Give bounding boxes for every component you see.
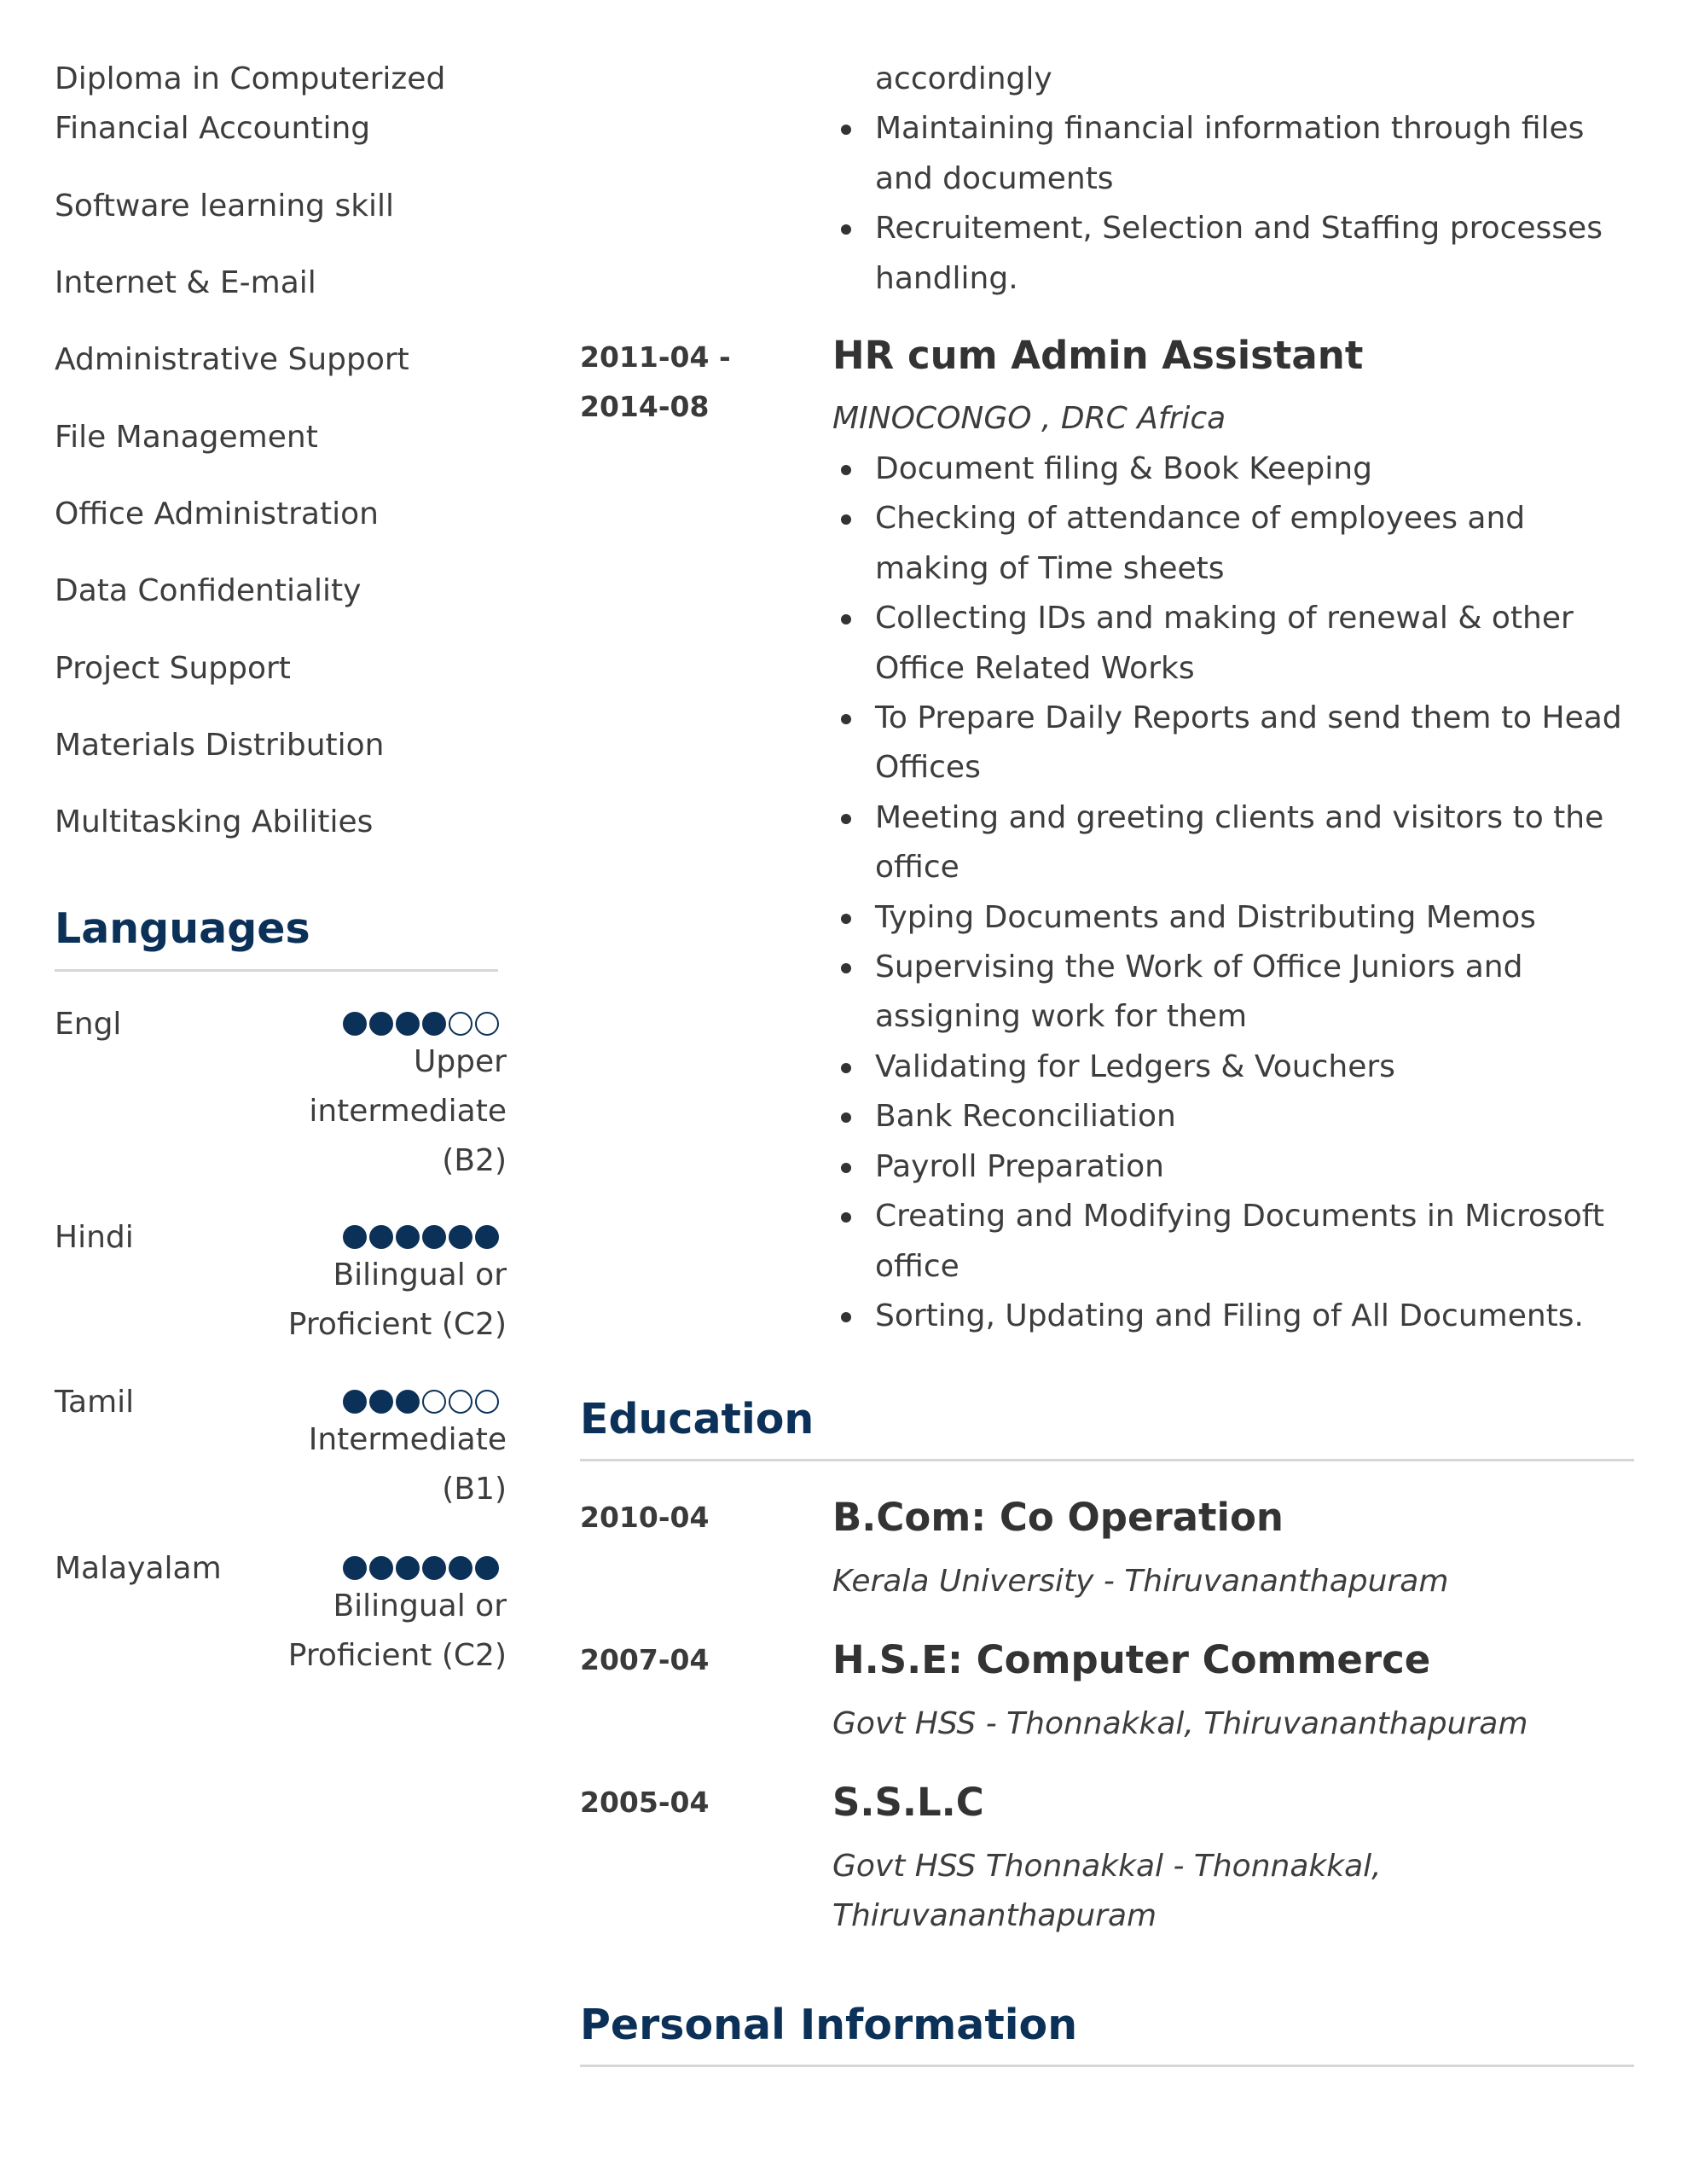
bullet-text: Payroll Preparation <box>875 1148 1164 1184</box>
job-title: HR cum Admin Assistant <box>832 333 1364 378</box>
bullet-item <box>832 494 1634 594</box>
skill-item: Software learning skill <box>55 189 395 224</box>
job-bullets <box>832 444 1634 1341</box>
bullet-item <box>832 943 1634 1043</box>
bullet-item <box>832 1043 1634 1092</box>
bullet-text: and documents <box>875 160 1114 196</box>
language-level <box>251 1037 507 1186</box>
bullet-text: Maintaining financial information through files <box>875 111 1585 147</box>
education-school-line: Thiruvananthapuram <box>832 1898 1157 1933</box>
language-rating <box>343 1225 499 1249</box>
rating-dot-filled <box>369 1556 393 1580</box>
rating-dot-filled <box>369 1225 393 1249</box>
education-date: 2005-04 <box>580 1786 710 1819</box>
bullet-text: Document filing & Book Keeping <box>875 451 1372 486</box>
language-rating <box>343 1556 499 1580</box>
education-degree: H.S.E: Computer Commerce <box>832 1637 1431 1682</box>
rating-dot-filled <box>422 1225 446 1249</box>
rating-dot-filled <box>343 1012 367 1036</box>
bullet-text: office <box>875 1248 959 1284</box>
skill-item: Multitasking Abilities <box>55 804 374 839</box>
bullet-text: office <box>875 850 959 886</box>
language-level <box>251 1251 507 1350</box>
bullet-text: Validating for Ledgers & Vouchers <box>875 1048 1395 1084</box>
language-entry <box>55 1000 507 1188</box>
job-date <box>580 333 731 432</box>
bullet-item <box>832 204 1634 304</box>
rating-dot-filled <box>422 1556 446 1580</box>
bullet-text: Office Related Works <box>875 650 1195 686</box>
bullet-item <box>832 1092 1634 1141</box>
education-heading: Education <box>580 1395 815 1443</box>
bullet-item <box>832 893 1634 943</box>
language-rating <box>343 1390 499 1414</box>
rating-dot-filled <box>396 1012 420 1036</box>
rating-dot-filled <box>343 1390 367 1414</box>
language-name: Hindi <box>55 1220 134 1255</box>
language-name: Malayalam <box>55 1551 222 1586</box>
personal-info-divider <box>580 2065 1634 2067</box>
bullet-text: handling. <box>875 260 1018 296</box>
language-entry <box>55 1544 507 1681</box>
language-level-line: Proficient (C2) <box>287 1307 507 1342</box>
skill-item: File Management <box>55 420 318 455</box>
education-date: 2007-04 <box>580 1643 710 1676</box>
skill-item: Financial Accounting <box>55 111 371 146</box>
rating-dot-filled <box>369 1390 393 1414</box>
rating-dot-empty <box>422 1390 446 1414</box>
rating-dot-filled <box>369 1012 393 1036</box>
bullet-text: Supervising the Work of Office Juniors and <box>875 950 1523 985</box>
skill-item: Office Administration <box>55 497 379 531</box>
language-level-line: Proficient (C2) <box>287 1638 507 1673</box>
education-date: 2010-04 <box>580 1501 710 1534</box>
rating-dot-filled <box>422 1012 446 1036</box>
education-school-line: Govt HSS Thonnakkal - Thonnakkal, <box>832 1849 1382 1884</box>
language-level-line: (B1) <box>442 1472 507 1507</box>
bullet-item <box>832 1292 1634 1341</box>
language-name: Engl <box>55 1007 122 1042</box>
rating-dot-filled <box>396 1225 420 1249</box>
rating-dot-empty <box>449 1012 472 1036</box>
bullet-continuation: accordingly <box>875 61 1052 96</box>
education-school: Govt HSS - Thonnakkal, Thiruvananthapuram <box>832 1706 1528 1741</box>
rating-dot-filled <box>396 1556 420 1580</box>
bullet-text: Recruitement, Selection and Staffing processes <box>875 211 1603 247</box>
rating-dot-filled <box>475 1225 499 1249</box>
rating-dot-filled <box>343 1225 367 1249</box>
skill-item: Data Confidentiality <box>55 573 362 608</box>
language-level-line: (B2) <box>442 1143 507 1178</box>
skill-item: Diploma in Computerized <box>55 61 446 96</box>
bullet-item <box>832 694 1634 793</box>
previous-job-bullets <box>832 55 1634 304</box>
language-level-line: Bilingual or <box>333 1258 507 1292</box>
job-date-start: 2011-04 - <box>580 340 731 374</box>
education-degree: B.Com: Co Operation <box>832 1495 1284 1540</box>
language-rating <box>343 1012 499 1036</box>
skill-item: Internet & E-mail <box>55 265 316 300</box>
language-name: Tamil <box>55 1385 135 1420</box>
bullet-text: Typing Documents and Distributing Memos <box>875 899 1536 935</box>
bullet-text: Offices <box>875 750 981 786</box>
bullet-item <box>832 594 1634 694</box>
education-school: Kerala University - Thiruvananthapuram <box>832 1564 1449 1599</box>
skill-item: Materials Distribution <box>55 728 385 763</box>
bullet-item <box>832 793 1634 893</box>
job-date-end: 2014-08 <box>580 390 710 423</box>
rating-dot-empty <box>475 1012 499 1036</box>
rating-dot-empty <box>475 1390 499 1414</box>
skill-item: Administrative Support <box>55 342 409 377</box>
language-level-line: Upper <box>413 1044 507 1079</box>
bullet-text: To Prepare Daily Reports and send them to Head <box>875 700 1622 736</box>
bullet-item <box>832 104 1634 204</box>
education-degree: S.S.L.C <box>832 1780 984 1825</box>
language-level <box>251 1415 507 1514</box>
rating-dot-filled <box>475 1556 499 1580</box>
bullet-text: Collecting IDs and making of renewal & other <box>875 601 1574 636</box>
language-level-line: Intermediate <box>308 1422 507 1457</box>
bullet-text: making of Time sheets <box>875 550 1225 586</box>
languages-divider <box>55 969 498 972</box>
language-level-line: Bilingual or <box>333 1589 507 1623</box>
bullet-item <box>832 1142 1634 1192</box>
bullet-text: Sorting, Updating and Filing of All Documents. <box>875 1298 1584 1333</box>
personal-info-heading: Personal Information <box>580 2001 1078 2049</box>
bullet-text: Meeting and greeting clients and visitors to the <box>875 799 1604 835</box>
rating-dot-filled <box>449 1556 472 1580</box>
rating-dot-empty <box>449 1390 472 1414</box>
rating-dot-filled <box>449 1225 472 1249</box>
language-level <box>251 1582 507 1681</box>
languages-heading: Languages <box>55 904 310 953</box>
rating-dot-filled <box>343 1556 367 1580</box>
bullet-item <box>832 444 1634 494</box>
language-entry <box>55 1378 507 1514</box>
education-divider <box>580 1459 1634 1461</box>
language-level-line: intermediate <box>309 1094 507 1129</box>
bullet-text: Checking of attendance of employees and <box>875 501 1526 537</box>
language-entry <box>55 1213 507 1350</box>
bullet-item <box>832 1192 1634 1292</box>
bullet-text: Creating and Modifying Documents in Microsoft <box>875 1199 1604 1234</box>
skill-item: Project Support <box>55 651 291 686</box>
bullet-text: assigning work for them <box>875 999 1248 1035</box>
job-employer: MINOCONGO , DRC Africa <box>832 401 1226 436</box>
education-school <box>832 1842 1382 1941</box>
rating-dot-filled <box>396 1390 420 1414</box>
bullet-text: Bank Reconciliation <box>875 1099 1176 1135</box>
